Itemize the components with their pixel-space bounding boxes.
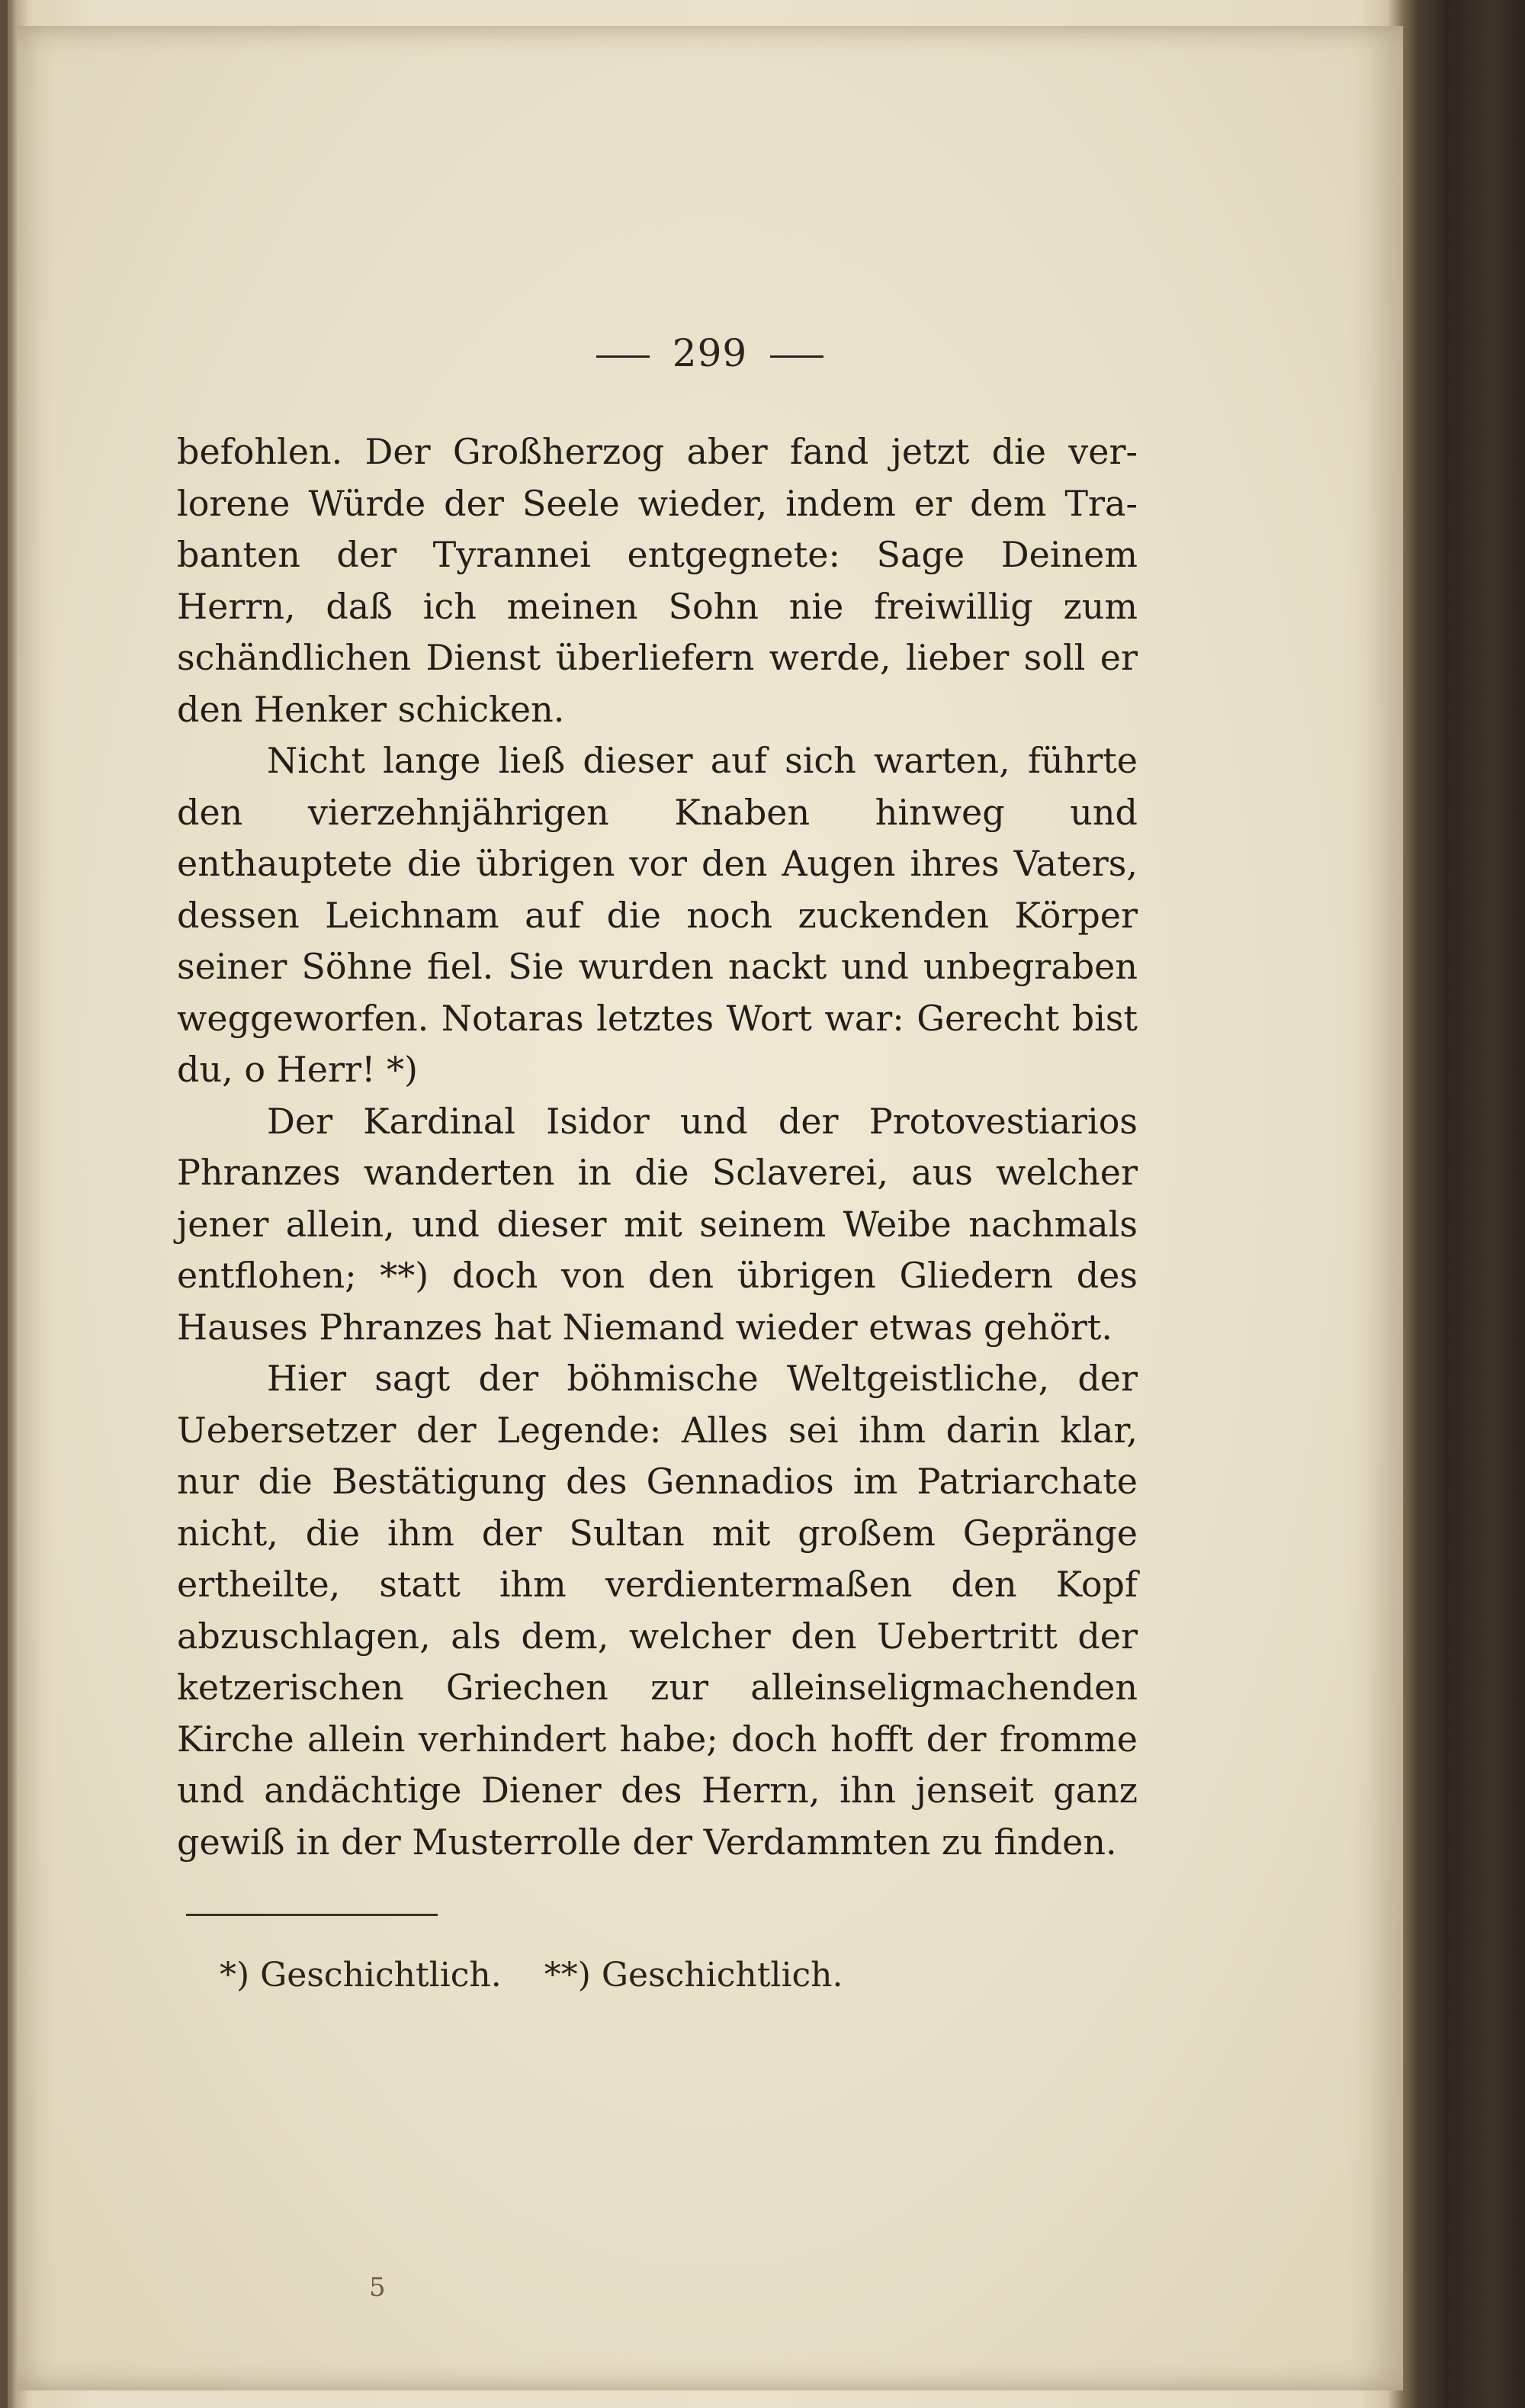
signature-mark: 5 [369,2272,386,2303]
footnotes [220,1956,843,1995]
page-number-line [17,331,1403,375]
body-text [177,426,1138,1868]
book-spine-edge [0,0,8,2408]
footnote-1: *) Geschichtlich. [220,1956,502,1995]
paragraph-1: befohlen. Der Großherzog aber fand jetzt die verlorene Würde der Seele wieder, indem er dem Trabanten der Tyrannei entgegnete: Sage Deinem Herrn, daß ich meinen Sohn nie freiwillig zum schändlichen Dienst überliefern werde, lieber soll er den Henker schicken. [177,431,1138,730]
book-page [17,26,1403,2390]
page-number-dash-right [770,355,824,358]
footnote-divider [186,1914,438,1916]
paragraph-4: Hier sagt der böhmische Weltgeistliche, der Uebersetzer der Legende: Alles sei ihm darin klar, nur die Bestätigung des Gennadios im Patriarchate nicht, die ihm der Sultan mit großem Gepränge ertheilte, statt ihm verdientermaßen den Kopf abzuschlagen, als dem, welcher den Uebertritt der ketzerischen Griechen zur alleinseligmachenden Kirche allein verhindert habe; doch hofft der fromme und andächtige Diener des Herrn, ihn jenseit ganz gewiß in der Musterrolle der Verdammten zu finden. [177,1358,1138,1863]
paragraph-2: Nicht lange ließ dieser auf sich warten, führte den vierzehnjährigen Knaben hinweg und enthauptete die übrigen vor den Augen ihres Vaters, dessen Leichnam auf die noch zuckenden Körper seiner Söhne fiel. Sie wurden nackt und unbegraben weggeworfen. Notaras letztes Wort war: Gerecht bist du, o Herr! *) [177,740,1138,1090]
footnote-2: **) Geschichtlich. [544,1956,843,1995]
page-number: 299 [672,331,748,375]
paragraph-3: Der Kardinal Isidor und der Protovestiarios Phranzes wanderten in die Sclaverei, aus welcher jener allein, und dieser mit seinem Weibe nachmals entflohen; **) doch von den übrigen Gliedern des Hauses Phranzes hat Niemand wieder etwas gehört. [177,1100,1138,1348]
page-number-dash-left [596,355,650,358]
